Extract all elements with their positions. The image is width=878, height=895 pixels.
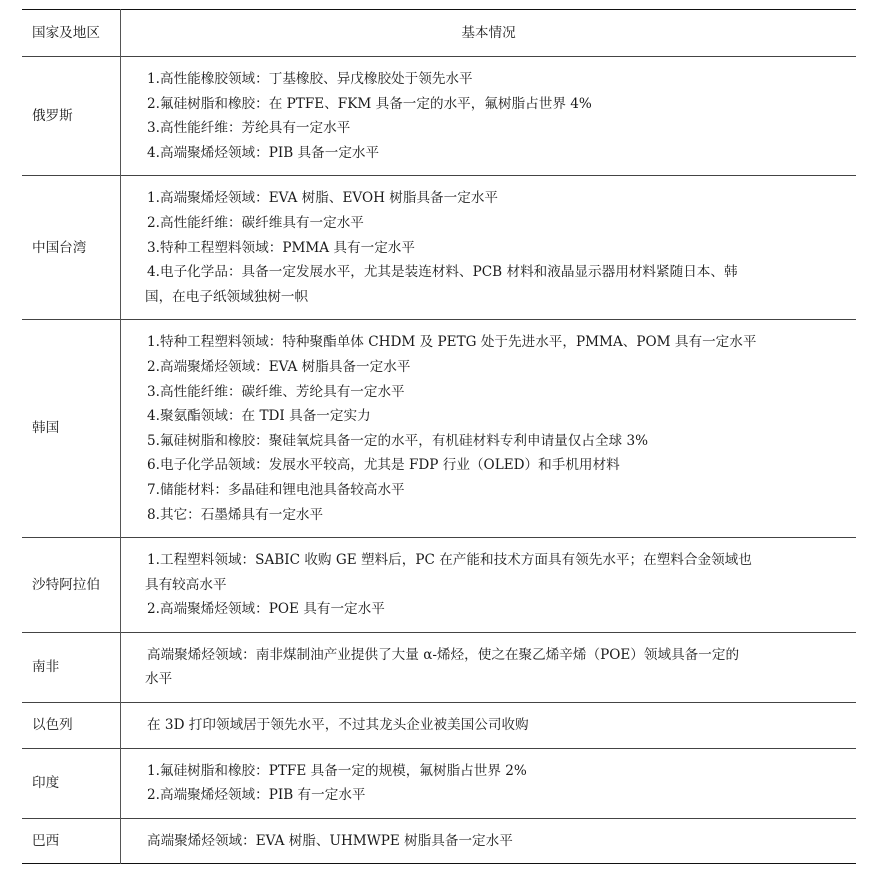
info-line: 4.高端聚烯烃领域：PIB 具备一定水平 [147, 144, 380, 161]
table-header [22, 10, 856, 57]
region-cell: 以色列 [22, 703, 121, 749]
table-row [22, 176, 856, 320]
info-line: 2.高端聚烯烃领域：POE 具有一定水平 [147, 601, 385, 618]
info-line: 2.氟硅树脂和橡胶：在 PTFE、FKM 具备一定的水平，氟树脂占世界 4% [147, 95, 592, 112]
info-line: 在 3D 打印领域居于领先水平，不过其龙头企业被美国公司收购 [147, 717, 529, 734]
region-cell: 沙特阿拉伯 [22, 538, 121, 633]
info-cell [121, 57, 857, 176]
info-cell [121, 703, 857, 749]
info-line: 高端聚烯烃领域：EVA 树脂、UHMWPE 树脂具备一定水平 [147, 832, 513, 849]
table-row [22, 703, 856, 749]
info-line: 1.工程塑料领域：SABIC 收购 GE 塑料后，PC 在产能和技术方面具有领先水平；在塑料合金领域也 [147, 552, 752, 569]
info-line: 2.高端聚烯烃领域：EVA 树脂具备一定水平 [147, 358, 411, 375]
region-cell: 韩国 [22, 320, 121, 538]
info-line: 6.电子化学品领域：发展水平较高，尤其是 FDP 行业（OLED）和手机用材料 [147, 457, 620, 474]
region-cell: 中国台湾 [22, 176, 121, 320]
region-cell: 俄罗斯 [22, 57, 121, 176]
info-line: 3.高性能纤维：碳纤维、芳纶具有一定水平 [147, 383, 405, 400]
info-line: 水平 [145, 671, 173, 688]
info-line: 4.聚氨酯领域：在 TDI 具备一定实力 [147, 408, 371, 425]
header-row [22, 10, 856, 57]
info-line: 1.特种工程塑料领域：特种聚酯单体 CHDM 及 PETG 处于先进水平，PMMA、POM 具有一定水平 [147, 334, 757, 351]
info-cell [121, 632, 857, 702]
table-row [22, 538, 856, 633]
info-cell [121, 538, 857, 633]
table-row [22, 748, 856, 818]
table-row [22, 57, 856, 176]
info-line: 1.高性能橡胶领域：丁基橡胶、异戊橡胶处于领先水平 [147, 71, 473, 87]
region-cell: 南非 [22, 632, 121, 702]
info-line: 4.电子化学品：具备一定发展水平，尤其是装连材料、PCB 材料和液晶显示器用材料紧随日本、韩 [147, 264, 738, 281]
header-region: 国家及地区 [22, 10, 121, 57]
info-line: 国，在电子纸领域独树一帜 [145, 288, 309, 305]
info-line: 8.其它：石墨烯具有一定水平 [147, 506, 324, 523]
info-cell [121, 818, 857, 864]
info-line: 3.特种工程塑料领域：PMMA 具有一定水平 [147, 239, 415, 256]
info-line: 1.氟硅树脂和橡胶：PTFE 具备一定的规模，氟树脂占世界 2% [147, 762, 527, 779]
info-line: 2.高端聚烯烃领域：PIB 有一定水平 [147, 787, 366, 804]
info-line: 5.氟硅树脂和橡胶：聚硅氧烷具备一定的水平，有机硅材料专利申请量仅占全球 3% [147, 432, 649, 449]
table-row [22, 320, 856, 538]
info-cell [121, 320, 857, 538]
info-line: 具有较高水平 [145, 576, 227, 593]
table-row [22, 818, 856, 864]
table-row [22, 632, 856, 702]
region-cell: 印度 [22, 748, 121, 818]
region-cell: 巴西 [22, 818, 121, 864]
info-cell [121, 176, 857, 320]
info-line: 7.储能材料：多晶硅和锂电池具备较高水平 [147, 481, 405, 498]
info-line: 3.高性能纤维：芳纶具有一定水平 [147, 120, 351, 137]
info-line: 高端聚烯烃领域：南非煤制油产业提供了大量 α-烯烃，使之在聚乙烯辛烯（POE）领域具备一定的 [147, 646, 740, 663]
country-materials-table [22, 9, 856, 864]
table-body [22, 57, 856, 864]
info-line: 1.高端聚烯烃领域：EVA 树脂、EVOH 树脂具备一定水平 [147, 190, 499, 207]
header-info: 基本情况 [461, 24, 516, 41]
info-cell [121, 748, 857, 818]
info-line: 2.高性能纤维：碳纤维具有一定水平 [147, 214, 364, 231]
